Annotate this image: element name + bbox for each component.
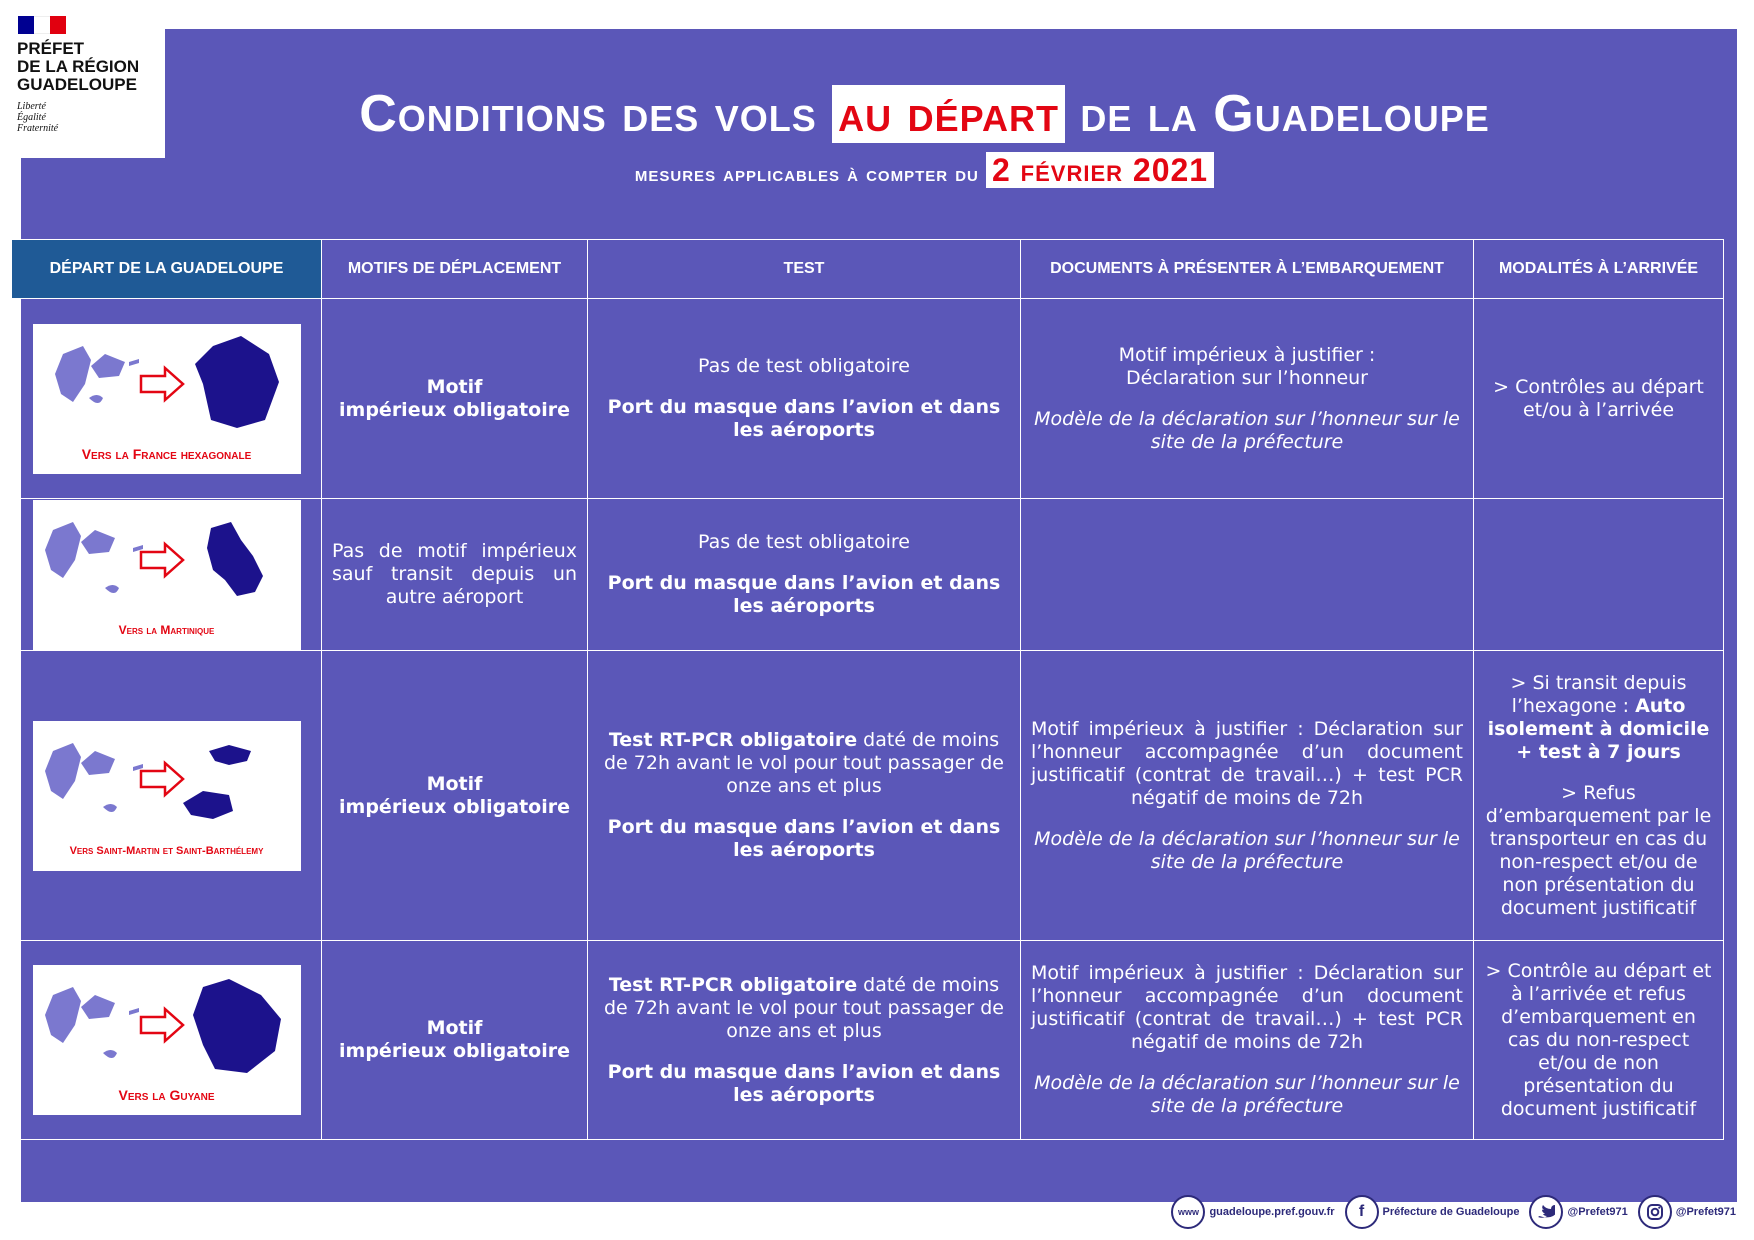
title-post: de la Guadeloupe xyxy=(1064,85,1490,143)
map-guadeloupe-to-saint-martin-icon xyxy=(33,721,301,841)
test-lead-rest: daté de moins de 72h avant le vol pour tout passager de onze ans et plus xyxy=(604,973,1004,1042)
destination-label: Vers la Guyane xyxy=(118,1087,215,1103)
subtitle-date: 2 février 2021 xyxy=(986,152,1214,188)
website-link[interactable]: guadeloupe.pref.gouv.fr xyxy=(1209,1206,1335,1218)
test-text xyxy=(598,729,1010,798)
destination-card xyxy=(33,324,301,474)
motif-cell xyxy=(322,499,588,650)
destination-card xyxy=(33,965,301,1115)
documents-text: Motif impérieux à justifier : Déclaration sur l’honneur accompagnée d’un document justificatif (contrat de travail…) + test PCR négatif de moins de 72h xyxy=(1031,717,1463,809)
footer-twitter[interactable] xyxy=(1529,1195,1627,1229)
twitter-link[interactable]: @Prefet971 xyxy=(1567,1206,1628,1218)
header-modalites: MODALITÉS À L’ARRIVÉE xyxy=(1474,240,1724,298)
documents-model-text: Modèle de la déclaration sur l’honneur sur le site de la préfecture xyxy=(1034,1072,1460,1117)
destination-card xyxy=(33,500,301,650)
header-documents: DOCUMENTS À PRÉSENTER À L’EMBARQUEMENT xyxy=(1021,240,1474,298)
arrivee-cell xyxy=(1474,941,1724,1139)
motif-text: Motif impérieux obligatoire xyxy=(339,375,570,421)
arrivee-text: > Contrôles au départ et/ou à l’arrivée xyxy=(1493,375,1704,421)
arrivee-cell xyxy=(1474,499,1724,650)
page-title xyxy=(0,84,1754,144)
arrivee-a-pre: > Si transit depuis l’hexagone : xyxy=(1510,671,1687,717)
documents-model-text: Modèle de la déclaration sur l’honneur sur le site de la préfecture xyxy=(1034,827,1460,873)
test-lead-bold: Test RT-PCR obligatoire xyxy=(608,973,858,996)
arrivee-text: > Contrôle au départ et à l’arrivée et refus d’embarquement en cas du non-respect et/ou de non présentation du document justificatif xyxy=(1485,959,1712,1120)
documents-cell xyxy=(1021,299,1474,498)
twitter-icon xyxy=(1529,1195,1563,1229)
motif-text: Motif impérieux obligatoire xyxy=(339,772,570,818)
destination-label: Vers la Martinique xyxy=(118,622,215,637)
mask-text: Port du masque dans l’avion et dans les aéroports xyxy=(607,1060,1001,1106)
footer-facebook[interactable] xyxy=(1345,1195,1520,1229)
footer-instagram[interactable] xyxy=(1638,1195,1736,1229)
motif-cell xyxy=(322,651,588,940)
french-flag-icon xyxy=(18,16,66,34)
table-row xyxy=(12,941,1724,1140)
logo-title: PRÉFET DE LA RÉGION GUADELOUPE xyxy=(17,39,140,94)
title-pre: Conditions des vols xyxy=(359,85,833,143)
table-row xyxy=(12,651,1724,941)
motif-text: Motif impérieux obligatoire xyxy=(339,1017,570,1062)
destination-card xyxy=(33,721,301,871)
destination-label: Vers la France hexagonale xyxy=(81,445,252,462)
web-icon: www xyxy=(1171,1195,1205,1229)
instagram-link[interactable]: @Prefet971 xyxy=(1675,1206,1736,1218)
documents-model-text: Modèle de la déclaration sur l’honneur sur le site de la préfecture xyxy=(1034,407,1460,453)
test-cell xyxy=(588,299,1021,498)
destination-cell xyxy=(12,651,322,940)
map-guadeloupe-to-france-icon xyxy=(33,324,301,444)
facebook-link[interactable]: Préfecture de Guadeloupe xyxy=(1382,1206,1520,1218)
mask-text: Port du masque dans l’avion et dans les aéroports xyxy=(607,816,1001,861)
documents-text: Motif impérieux à justifier : Déclaration sur l’honneur xyxy=(1118,343,1376,389)
table-row xyxy=(12,499,1724,651)
table-row xyxy=(12,299,1724,499)
documents-text: Motif impérieux à justifier : Déclaration sur l’honneur accompagnée d’un document justificatif (contrat de travail…) + test PCR négatif de moins de 72h xyxy=(1031,962,1463,1053)
test-text: Pas de test obligatoire xyxy=(698,531,910,553)
destination-cell xyxy=(12,499,322,650)
header-motifs: MOTIFS DE DÉPLACEMENT xyxy=(322,240,588,298)
documents-cell xyxy=(1021,651,1474,940)
map-guadeloupe-to-martinique-icon xyxy=(33,500,301,620)
mask-text: Port du masque dans l’avion et dans les aéroports xyxy=(607,572,1001,617)
destination-cell xyxy=(12,941,322,1139)
footer-website[interactable] xyxy=(1171,1195,1334,1229)
motif-text: Pas de motif impérieux sauf transit depuis un autre aéroport xyxy=(332,540,577,608)
destination-cell xyxy=(12,299,322,498)
instagram-icon xyxy=(1638,1195,1672,1229)
subtitle-text: mesures applicables à compter du xyxy=(634,161,986,186)
conditions-table xyxy=(12,239,1724,1140)
facebook-icon: f xyxy=(1345,1195,1379,1229)
test-lead-bold: Test RT-PCR obligatoire xyxy=(608,729,858,751)
arrivee-cell xyxy=(1474,299,1724,498)
table-header xyxy=(12,239,1724,299)
page-subtitle xyxy=(0,152,1754,189)
header-depart: DÉPART DE LA GUADELOUPE xyxy=(12,240,322,298)
motif-cell xyxy=(322,941,588,1139)
logo-motto: Liberté Égalité Fraternité xyxy=(17,101,59,134)
documents-cell xyxy=(1021,941,1474,1139)
destination-label: Vers Saint-Martin et Saint-Barthélemy xyxy=(69,844,264,857)
documents-cell xyxy=(1021,499,1474,650)
test-cell xyxy=(588,499,1021,650)
test-text xyxy=(598,974,1010,1043)
footer xyxy=(1171,1195,1736,1229)
map-guadeloupe-to-guyane-icon xyxy=(33,965,301,1085)
title-highlight: au départ xyxy=(832,85,1065,143)
motif-cell xyxy=(322,299,588,498)
test-lead-rest: daté de moins de 72h avant le vol pour tout passager de onze ans et plus xyxy=(604,729,1004,797)
test-cell xyxy=(588,651,1021,940)
arrivee-cell xyxy=(1474,651,1724,940)
arrivee-text-b: > Refus d’embarquement par le transporteur en cas du non-respect et/ou de non présentation du document justificatif xyxy=(1485,781,1712,919)
arrivee-a-bold: Auto isolement à domicile + test à 7 jours xyxy=(1487,694,1710,763)
mask-text: Port du masque dans l’avion et dans les aéroports xyxy=(607,396,1001,441)
arrivee-text-a xyxy=(1484,672,1713,764)
test-cell xyxy=(588,941,1021,1139)
header-test: TEST xyxy=(588,240,1021,298)
test-text: Pas de test obligatoire xyxy=(698,355,910,377)
